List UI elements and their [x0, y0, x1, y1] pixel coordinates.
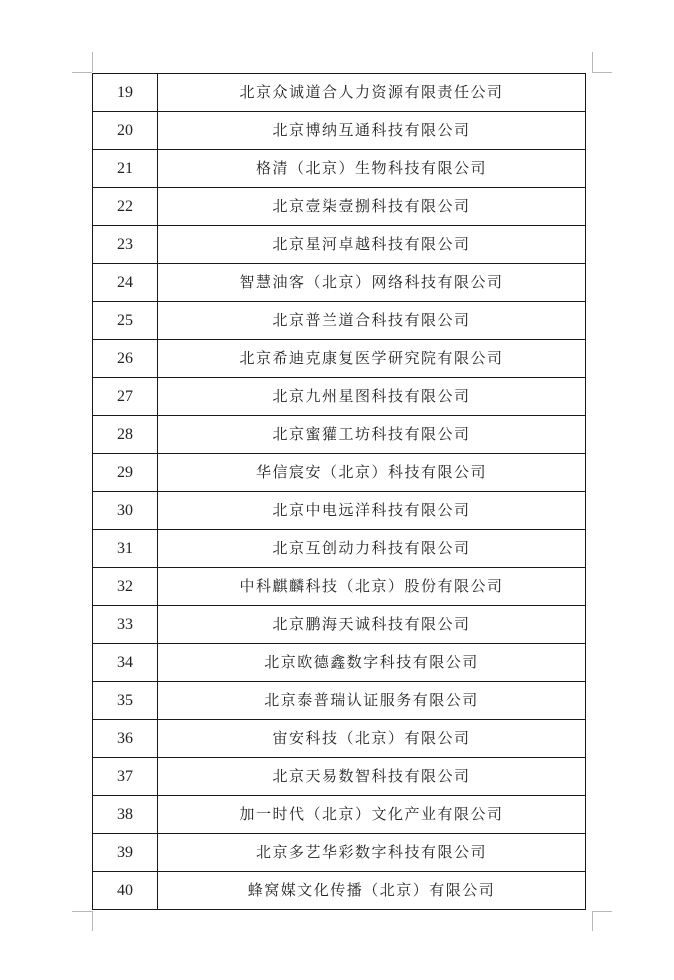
table-row — [93, 416, 586, 454]
table-row — [93, 112, 586, 150]
row-number: 30 — [93, 492, 158, 530]
company-name: 北京博纳互通科技有限公司 — [158, 112, 586, 150]
table-row — [93, 264, 586, 302]
table-row — [93, 378, 586, 416]
table-row — [93, 796, 586, 834]
table-row — [93, 758, 586, 796]
company-name: 中科麒麟科技（北京）股份有限公司 — [158, 568, 586, 606]
row-number: 29 — [93, 454, 158, 492]
row-number: 25 — [93, 302, 158, 340]
table-row — [93, 568, 586, 606]
crop-mark-bottom-left-v — [92, 911, 93, 931]
table-row — [93, 644, 586, 682]
row-number: 26 — [93, 340, 158, 378]
table-row — [93, 74, 586, 112]
crop-mark-bottom-left-h — [72, 911, 92, 912]
table-row — [93, 188, 586, 226]
row-number: 35 — [93, 682, 158, 720]
crop-mark-top-right-h — [592, 72, 612, 73]
table-row — [93, 454, 586, 492]
row-number: 33 — [93, 606, 158, 644]
company-name: 北京蜜獾工坊科技有限公司 — [158, 416, 586, 454]
row-number: 23 — [93, 226, 158, 264]
row-number: 36 — [93, 720, 158, 758]
row-number: 24 — [93, 264, 158, 302]
company-name: 北京中电远洋科技有限公司 — [158, 492, 586, 530]
company-name: 北京壹柒壹捌科技有限公司 — [158, 188, 586, 226]
crop-mark-top-left-v — [92, 52, 93, 72]
row-number: 21 — [93, 150, 158, 188]
row-number: 38 — [93, 796, 158, 834]
row-number: 37 — [93, 758, 158, 796]
company-name: 北京希迪克康复医学研究院有限公司 — [158, 340, 586, 378]
table-row — [93, 150, 586, 188]
table-row — [93, 530, 586, 568]
company-list-body — [93, 74, 586, 910]
row-number: 22 — [93, 188, 158, 226]
table-row — [93, 226, 586, 264]
table-row — [93, 720, 586, 758]
table-row — [93, 834, 586, 872]
company-name: 北京欧德鑫数字科技有限公司 — [158, 644, 586, 682]
row-number: 28 — [93, 416, 158, 454]
table-row — [93, 340, 586, 378]
row-number: 34 — [93, 644, 158, 682]
table-row — [93, 682, 586, 720]
crop-mark-top-left-h — [72, 72, 92, 73]
table-row — [93, 492, 586, 530]
company-name: 宙安科技（北京）有限公司 — [158, 720, 586, 758]
company-name: 华信宸安（北京）科技有限公司 — [158, 454, 586, 492]
company-name: 格清（北京）生物科技有限公司 — [158, 150, 586, 188]
company-name: 北京天易数智科技有限公司 — [158, 758, 586, 796]
company-name: 北京星河卓越科技有限公司 — [158, 226, 586, 264]
company-name: 智慧油客（北京）网络科技有限公司 — [158, 264, 586, 302]
row-number: 27 — [93, 378, 158, 416]
company-name: 北京九州星图科技有限公司 — [158, 378, 586, 416]
company-name: 北京鹏海天诚科技有限公司 — [158, 606, 586, 644]
company-name: 蜂窝媒文化传播（北京）有限公司 — [158, 872, 586, 910]
crop-mark-bottom-right-v — [592, 911, 593, 931]
company-name: 北京多艺华彩数字科技有限公司 — [158, 834, 586, 872]
row-number: 40 — [93, 872, 158, 910]
company-name: 北京泰普瑞认证服务有限公司 — [158, 682, 586, 720]
company-name: 北京互创动力科技有限公司 — [158, 530, 586, 568]
row-number: 20 — [93, 112, 158, 150]
table-row — [93, 302, 586, 340]
row-number: 31 — [93, 530, 158, 568]
table-row — [93, 872, 586, 910]
row-number: 39 — [93, 834, 158, 872]
company-name: 北京普兰道合科技有限公司 — [158, 302, 586, 340]
company-name: 加一时代（北京）文化产业有限公司 — [158, 796, 586, 834]
company-list-table — [92, 73, 586, 910]
row-number: 32 — [93, 568, 158, 606]
crop-mark-top-right-v — [592, 52, 593, 72]
crop-mark-bottom-right-h — [592, 911, 612, 912]
company-name: 北京众诚道合人力资源有限责任公司 — [158, 74, 586, 112]
row-number: 19 — [93, 74, 158, 112]
table-row — [93, 606, 586, 644]
